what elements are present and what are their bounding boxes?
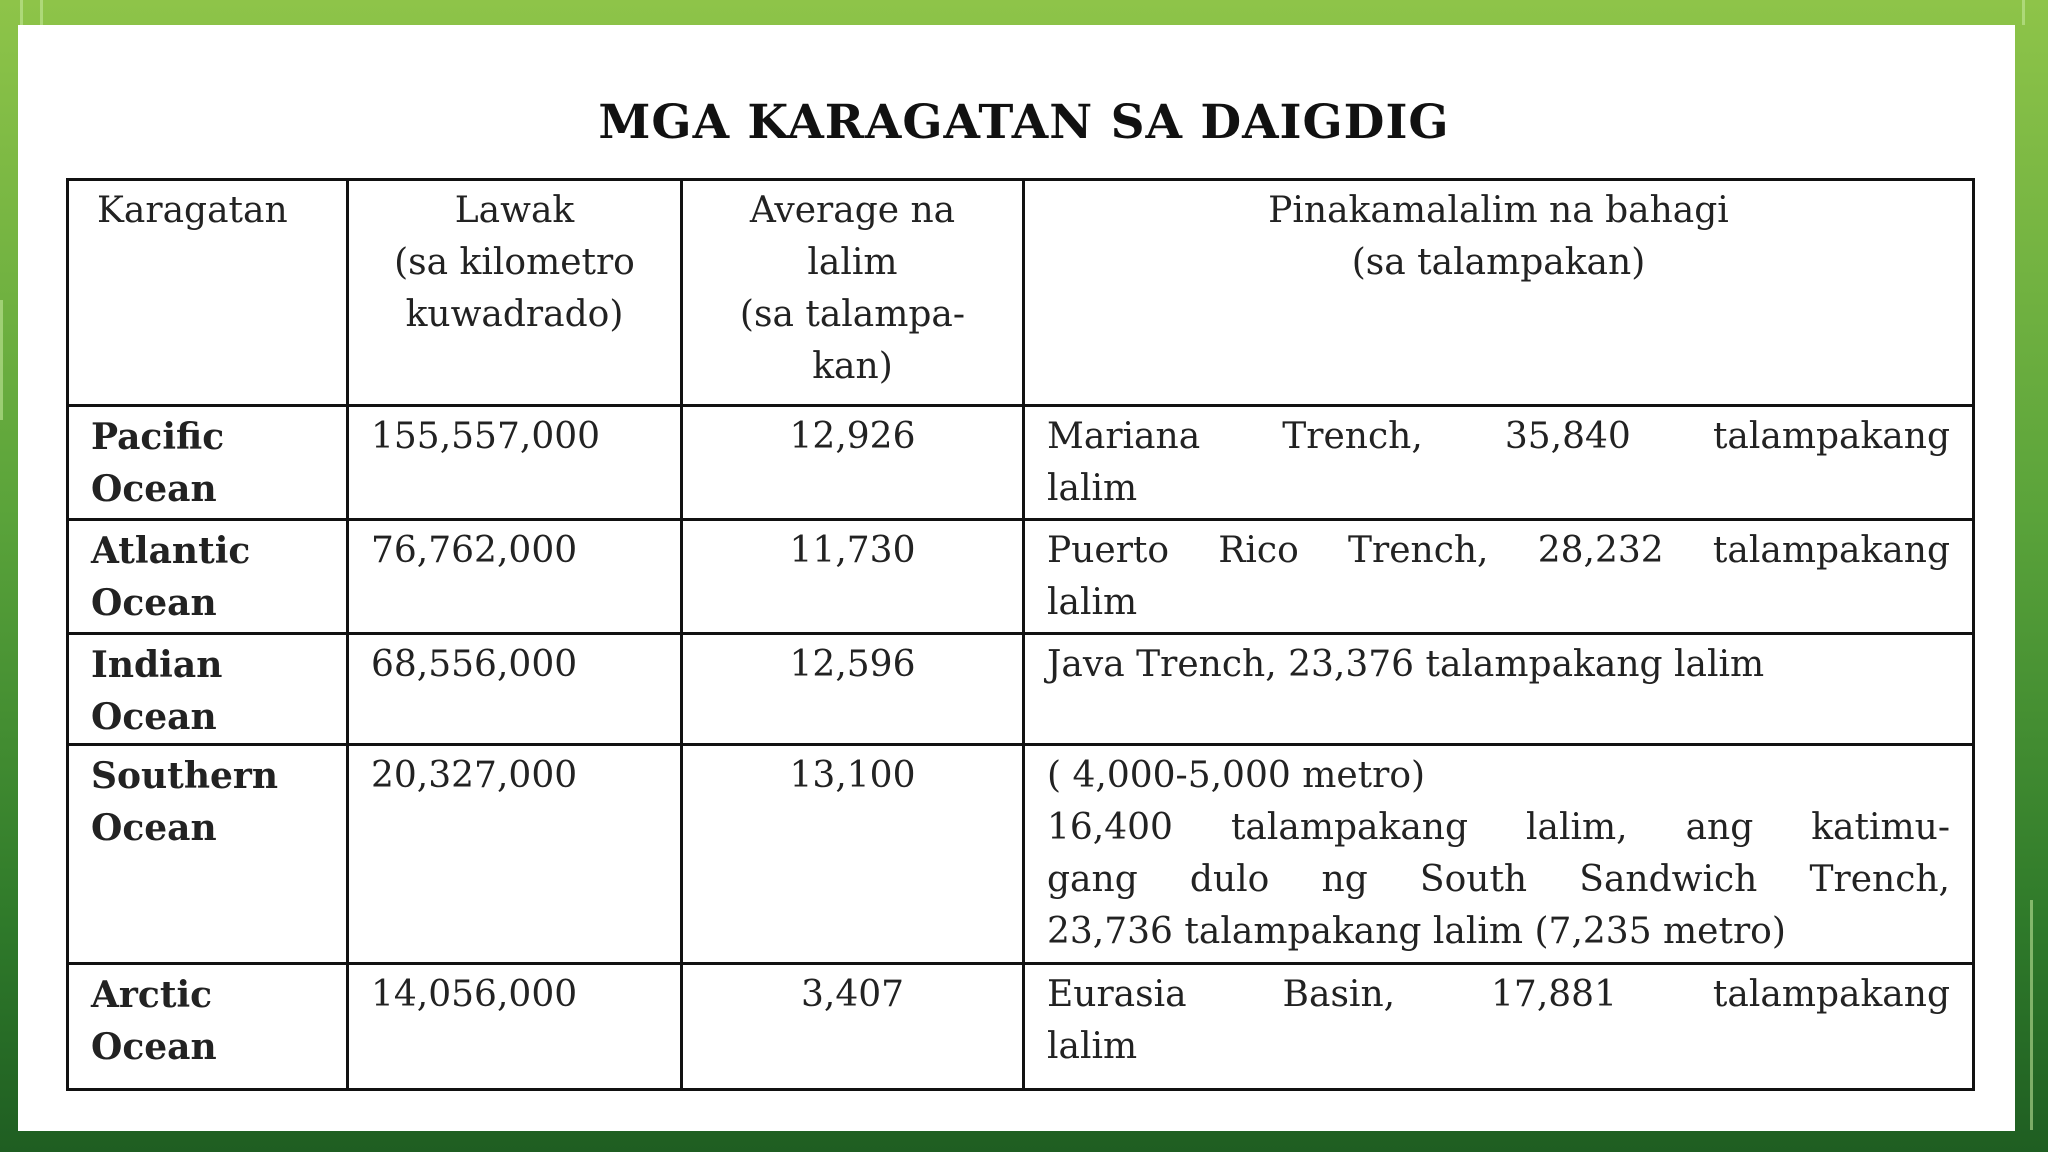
deepest-line: Java Trench, 23,376 talampakang lalim xyxy=(1047,644,1765,685)
table-row xyxy=(68,406,1974,520)
header-average-line: lalim xyxy=(807,242,898,283)
area-cell: 68,556,000 xyxy=(348,634,682,745)
avg-depth-cell: 12,926 xyxy=(682,406,1024,520)
decorative-line xyxy=(40,0,43,25)
deepest-cell xyxy=(1024,520,1974,634)
deepest-line: gang dulo ng South Sandwich Trench, xyxy=(1047,859,1950,900)
header-lawak-line: kuwadrado) xyxy=(405,294,624,335)
deepest-line: lalim xyxy=(1047,1026,1138,1067)
deepest-line: Puerto Rico Trench, 28,232 talampakang xyxy=(1047,530,1950,571)
table-row xyxy=(68,634,1974,745)
header-average xyxy=(682,180,1024,406)
table-row xyxy=(68,520,1974,634)
table-row xyxy=(68,964,1974,1090)
decorative-line xyxy=(0,300,3,420)
deepest-line: Eurasia Basin, 17,881 talampakang xyxy=(1047,974,1950,1015)
deepest-line: 23,736 talampakang lalim (7,235 metro) xyxy=(1047,911,1786,952)
ocean-name: Ocean xyxy=(91,696,217,738)
header-average-line: Average na xyxy=(749,190,956,231)
ocean-name-cell xyxy=(68,406,348,520)
header-deepest-line: (sa talampakan) xyxy=(1351,242,1646,283)
header-average-line: kan) xyxy=(812,346,893,387)
deepest-line: ( 4,000-5,000 metro) xyxy=(1047,755,1426,796)
avg-depth-cell: 11,730 xyxy=(682,520,1024,634)
ocean-name: Ocean xyxy=(91,582,217,624)
ocean-name-cell xyxy=(68,520,348,634)
deepest-cell xyxy=(1024,634,1974,745)
ocean-name: Arctic xyxy=(91,974,213,1016)
area-cell: 14,056,000 xyxy=(348,964,682,1090)
ocean-name: Ocean xyxy=(91,468,217,510)
page-title: MGA KARAGATAN SA DAIGDIG xyxy=(598,95,1450,150)
header-karagatan xyxy=(68,180,348,406)
ocean-name: Ocean xyxy=(91,807,217,849)
header-karagatan-label: Karagatan xyxy=(97,190,288,231)
decorative-line xyxy=(2022,0,2025,25)
deepest-line: lalim xyxy=(1047,582,1138,623)
header-lawak-line: Lawak xyxy=(454,190,575,231)
ocean-name: Southern xyxy=(91,755,279,797)
area-cell: 20,327,000 xyxy=(348,745,682,964)
avg-depth-cell: 3,407 xyxy=(682,964,1024,1090)
oceans-table xyxy=(66,178,1975,1091)
header-average-line: (sa talampa- xyxy=(739,294,966,335)
deepest-cell xyxy=(1024,964,1974,1090)
ocean-name-cell xyxy=(68,745,348,964)
decorative-line xyxy=(2030,900,2033,1130)
avg-depth-cell: 12,596 xyxy=(682,634,1024,745)
deepest-line: Mariana Trench, 35,840 talampakang xyxy=(1047,416,1950,457)
deepest-line: lalim xyxy=(1047,468,1138,509)
ocean-name-cell xyxy=(68,634,348,745)
avg-depth-cell: 13,100 xyxy=(682,745,1024,964)
ocean-name: Ocean xyxy=(91,1026,217,1068)
ocean-name: Indian xyxy=(91,644,223,686)
header-deepest xyxy=(1024,180,1974,406)
header-deepest-line: Pinakamalalim na bahagi xyxy=(1268,190,1729,231)
deepest-cell xyxy=(1024,745,1974,964)
decorative-line xyxy=(20,0,23,25)
ocean-name-cell xyxy=(68,964,348,1090)
ocean-name: Pacific xyxy=(91,416,225,458)
header-lawak xyxy=(348,180,682,406)
area-cell: 155,557,000 xyxy=(348,406,682,520)
deepest-line: 16,400 talampakang lalim, ang katimu- xyxy=(1047,807,1950,848)
header-lawak-line: (sa kilometro xyxy=(394,242,635,283)
table-row xyxy=(68,745,1974,964)
table-header-row xyxy=(68,180,1974,406)
ocean-name: Atlantic xyxy=(91,530,251,572)
area-cell: 76,762,000 xyxy=(348,520,682,634)
deepest-cell xyxy=(1024,406,1974,520)
